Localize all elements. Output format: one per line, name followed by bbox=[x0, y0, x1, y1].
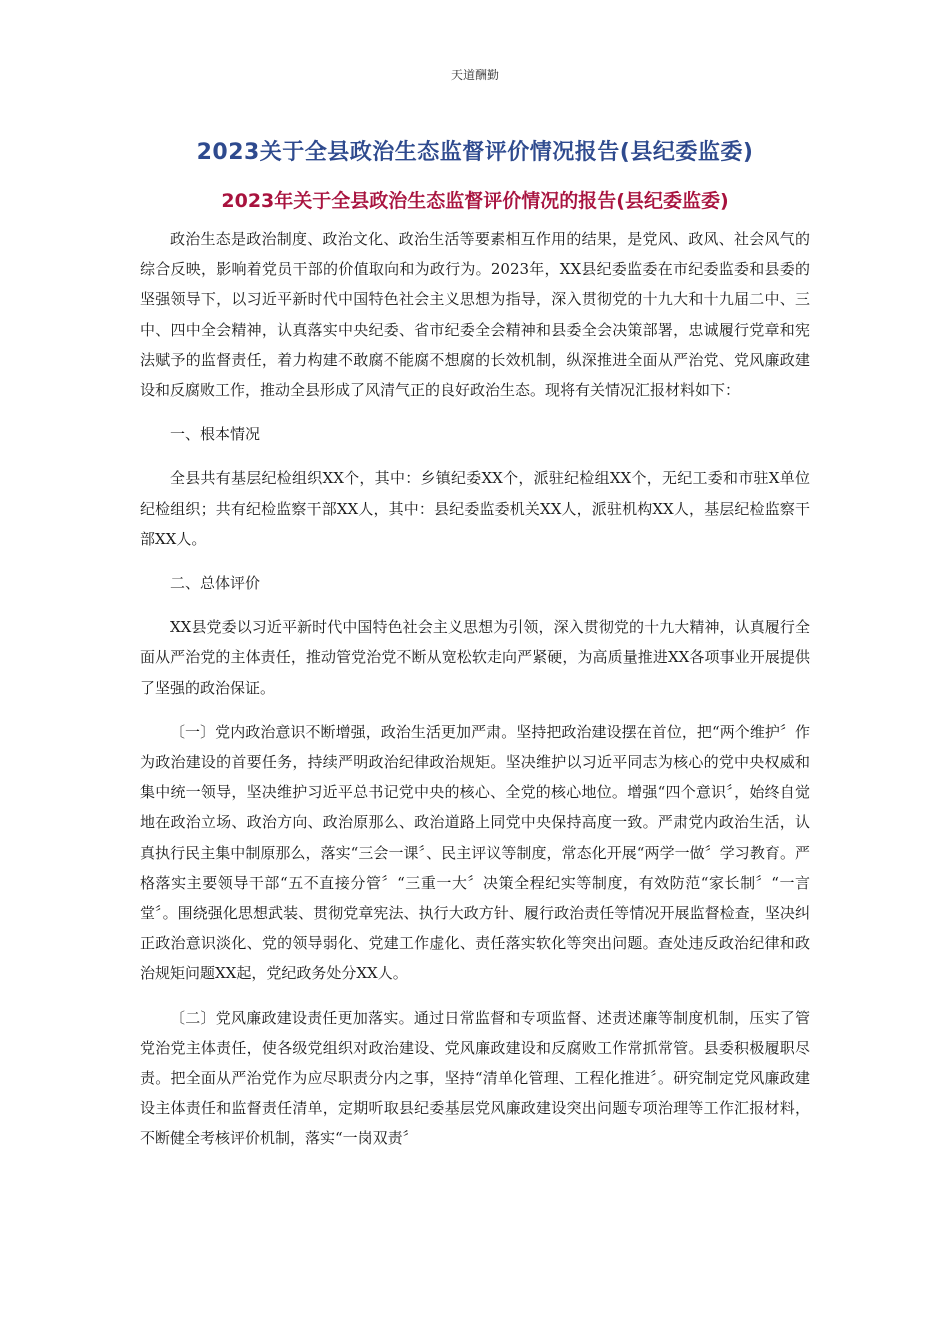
section-heading-2: 二、总体评价 bbox=[170, 574, 261, 593]
item-2-paragraph: 〔二〕党风廉政建设责任更加落实。通过日常监督和专项监督、述责述廉等制度机制，压实了管党治党主体责任，使各级党组织对政治建设、党风廉政建设和反腐败工作常抓常管。县委积极履职尽责。把全面从严治党作为应尽职责分内之事，坚持“清单化管理、工程化推进〞。研究制定党风廉政建设主体责任和监督责任清单，定期听取县纪委基层党风廉政建设突出问题专项治理等工作汇报材料，不断健全考核评价机制，落实“一岗双责〞 bbox=[140, 1008, 810, 1148]
intro-paragraph: 政治生态是政治制度、政治文化、政治生活等要素相互作用的结果，是党风、政风、社会风气的综合反映，影响着党员干部的价值取向和为政行为。2023年，XX县纪委监委在市纪委监委和县委的坚强领导下，以习近平新时代中国特色社会主义思想为指导，深入贯彻党的十九大和十九届二中、三中、四中全会精神，认真落实中央纪委、省市纪委全会精神和县委全会决策部署，忠诚履行党章和宪法赋予的监督责任，着力构建不敢腐不能腐不想腐的长效机制，纵深推进全面从严治党、党风廉政建设和反腐败工作，推动全县形成了风清气正的良好政治生态。现将有关情况汇报材料如下： bbox=[140, 230, 810, 400]
document-subtitle: 2023年关于全县政治生态监督评价情况的报告(县纪委监委) bbox=[221, 190, 729, 212]
section-heading-1: 一、根本情况 bbox=[170, 425, 261, 444]
overall-evaluation-paragraph: XX县党委以习近平新时代中国特色社会主义思想为引领，深入贯彻党的十九大精神，认真履行全面从严治党的主体责任，推动管党治党不断从宽松软走向严紧硬，为高质量推进XX各项事业开展提供了坚强的政治保证。 bbox=[140, 618, 810, 697]
document-body bbox=[140, 224, 810, 1154]
item-1-paragraph: 〔一〕党内政治意识不断增强，政治生活更加严肃。坚持把政治建设摆在首位，把“两个维护〞作为政治建设的首要任务，持续严明政治纪律政治规矩。坚决维护以习近平同志为核心的党中央权威和集中统一领导，坚决维护习近平总书记党中央的核心、全党的核心地位。增强“四个意识〞，始终自觉地在政治立场、政治方向、政治原那么、政治道路上同党中央保持高度一致。严肃党内政治生活，认真执行民主集中制原那么，落实“三会一课〞、民主评议等制度，常态化开展“两学一做〞学习教育。严格落实主要领导干部“五不直接分管〞“三重一大〞决策全程纪实等制度，有效防范“家长制〞“一言堂〞。围绕强化思想武装、贯彻党章宪法、执行大政方针、履行政治责任等情况开展监督检查，坚决纠正政治意识淡化、党的领导弱化、党建工作虚化、责任落实软化等突出问题。查处违反政治纪律和政治规矩问题XX起，党纪政务处分XX人。 bbox=[140, 722, 810, 983]
page-header: 天道酬勤 bbox=[450, 68, 499, 82]
document-title: 2023关于全县政治生态监督评价情况报告(县纪委监委) bbox=[196, 140, 754, 165]
basic-situation-paragraph: 全县共有基层纪检组织XX个，其中：乡镇纪委XX个，派驻纪检组XX个，无纪工委和市驻X单位纪检组织；共有纪检监察干部XX人，其中：县纪委监委机关XX人，派驻机构XX人，基层纪检监察干部XX人。 bbox=[140, 469, 810, 548]
